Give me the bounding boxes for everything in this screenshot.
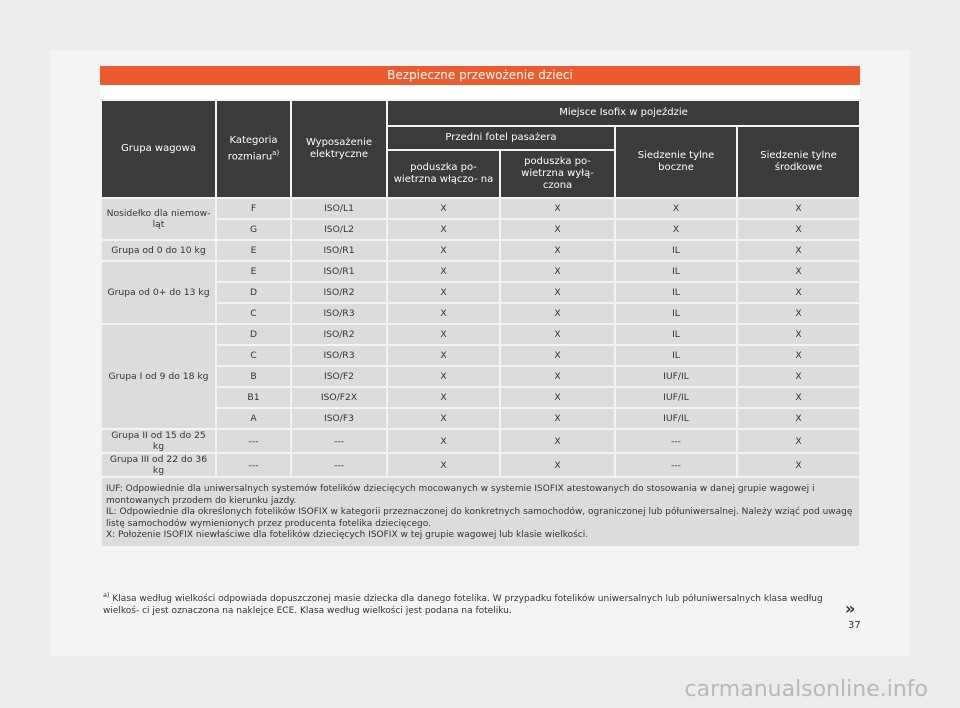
airbag-on-cell: X (388, 409, 499, 428)
airbag-on-cell: X (388, 262, 499, 281)
equipment-cell: ISO/R3 (292, 346, 386, 365)
category-cell: D (217, 325, 290, 344)
table-row (102, 367, 859, 386)
category-cell: B1 (217, 388, 290, 407)
rear-center-cell: X (738, 346, 859, 365)
airbag-off-cell: X (501, 367, 614, 386)
next-page-arrow-icon[interactable]: » (845, 599, 856, 618)
section-title: Bezpieczne przewożenie dzieci (387, 68, 573, 82)
header-airbag-on: poduszka po- wietrzna włączo- na (388, 151, 499, 197)
airbag-off-cell: X (501, 199, 614, 218)
rear-center-cell: X (738, 454, 859, 476)
legend-note: X: Położenie ISOFIX niewłaściwe dla fotelików dziecięcych ISOFIX w tej grupie wagowej lub klasie wielkości. (106, 530, 589, 540)
page-number: 37 (848, 620, 861, 631)
airbag-off-cell: X (501, 388, 614, 407)
rear-center-cell: X (738, 367, 859, 386)
equipment-cell: ISO/R1 (292, 241, 386, 260)
airbag-off-cell: X (501, 454, 614, 476)
equipment-cell: --- (292, 454, 386, 476)
header-front-passenger: Przedni fotel pasażera (388, 127, 614, 149)
category-cell: E (217, 241, 290, 260)
airbag-off-cell: X (501, 220, 614, 239)
rear-side-cell: --- (616, 454, 736, 476)
footnote-marker: a) (103, 591, 110, 599)
rear-center-cell: X (738, 220, 859, 239)
table-row (102, 346, 859, 365)
category-cell: E (217, 262, 290, 281)
equipment-cell: ISO/F2 (292, 367, 386, 386)
table-row (102, 325, 859, 344)
rear-center-cell: X (738, 409, 859, 428)
airbag-off-cell: X (501, 283, 614, 302)
rear-center-cell: X (738, 283, 859, 302)
equipment-cell: ISO/R2 (292, 325, 386, 344)
notes-row (102, 478, 859, 546)
airbag-on-cell: X (388, 388, 499, 407)
category-cell: C (217, 346, 290, 365)
airbag-off-cell: X (501, 241, 614, 260)
header-equipment: Wyposażenie elektryczne (292, 101, 386, 197)
section-title-bar (100, 66, 860, 85)
equipment-cell: ISO/R3 (292, 304, 386, 323)
table-row (102, 199, 859, 218)
airbag-on-cell: X (388, 199, 499, 218)
rear-side-cell: IL (616, 304, 736, 323)
rear-center-cell: X (738, 325, 859, 344)
airbag-on-cell: X (388, 241, 499, 260)
equipment-cell: --- (292, 430, 386, 452)
legend-note: IL: Odpowiednie dla określonych fotelików ISOFIX w kategorii przeznaczonej do konkretnych samochodów, ograniczonej lub półuniwersalnej. Należy wziąć pod uwagę listę samochodów wymienionych przez producenta fotelika dziecięcego. (106, 507, 853, 529)
airbag-off-cell: X (501, 409, 614, 428)
airbag-off-cell: X (501, 262, 614, 281)
header-weight-group: Grupa wagowa (102, 101, 215, 197)
weight-group-cell: Grupa od 0+ do 13 kg (102, 262, 215, 323)
equipment-cell: ISO/F2X (292, 388, 386, 407)
equipment-cell: ISO/R1 (292, 262, 386, 281)
rear-side-cell: IL (616, 325, 736, 344)
equipment-cell: ISO/L1 (292, 199, 386, 218)
category-cell: B (217, 367, 290, 386)
weight-group-cell: Grupa od 0 do 10 kg (102, 241, 215, 260)
rear-side-cell: X (616, 199, 736, 218)
airbag-on-cell: X (388, 430, 499, 452)
rear-center-cell: X (738, 304, 859, 323)
equipment-cell: ISO/L2 (292, 220, 386, 239)
table-row (102, 430, 859, 452)
rear-side-cell: IL (616, 283, 736, 302)
rear-side-cell: IL (616, 262, 736, 281)
isofix-table-body (102, 199, 859, 546)
header-size-category: Kategoria rozmiaru$^{a)}$ (217, 101, 290, 197)
airbag-on-cell: X (388, 325, 499, 344)
legend-note: IUF: Odpowiednie dla uniwersalnych systemów fotelików dziecięcych mocowanych w systemie ISOFIX atestowanych do stosowania w danej grupie wagowej i montowanych przodem do kierunku jazdy. (106, 484, 815, 506)
header-rear-center: Siedzenie tylne środkowe (738, 127, 859, 197)
footnote (103, 589, 858, 617)
rear-center-cell: X (738, 388, 859, 407)
airbag-off-cell: X (501, 346, 614, 365)
watermark: carmanualsonline.info (684, 677, 928, 702)
table-row (102, 220, 859, 239)
header-isofix-place: Miejsce Isofix w pojeździe (388, 101, 859, 125)
table-top-gap (100, 85, 860, 99)
rear-side-cell: IL (616, 241, 736, 260)
airbag-off-cell: X (501, 430, 614, 452)
airbag-on-cell: X (388, 367, 499, 386)
equipment-cell: ISO/R2 (292, 283, 386, 302)
rear-side-cell: --- (616, 430, 736, 452)
rear-side-cell: IUF/IL (616, 367, 736, 386)
isofix-table (100, 99, 861, 548)
table-row (102, 241, 859, 260)
weight-group-cell: Grupa II od 15 do 25 kg (102, 430, 215, 452)
table-row (102, 262, 859, 281)
airbag-on-cell: X (388, 346, 499, 365)
rear-center-cell: X (738, 241, 859, 260)
category-cell: G (217, 220, 290, 239)
airbag-off-cell: X (501, 325, 614, 344)
category-cell: A (217, 409, 290, 428)
rear-side-cell: IUF/IL (616, 409, 736, 428)
airbag-on-cell: X (388, 304, 499, 323)
weight-group-cell: Grupa I od 9 do 18 kg (102, 325, 215, 428)
header-rear-side: Siedzenie tylne boczne (616, 127, 736, 197)
airbag-on-cell: X (388, 283, 499, 302)
table-row (102, 283, 859, 302)
weight-group-cell: Nosidełko dla niemow- ląt (102, 199, 215, 239)
weight-group-cell: Grupa III od 22 do 36 kg (102, 454, 215, 476)
category-cell: F (217, 199, 290, 218)
category-cell: --- (217, 430, 290, 452)
airbag-off-cell: X (501, 304, 614, 323)
category-cell: --- (217, 454, 290, 476)
footnote-text: Klasa według wielkości odpowiada dopuszczonej masie dziecka dla danego fotelika. W przypadku fotelików uniwersalnych lub półuniwersalnych klasa według wielkoś- ci jest oznaczona na naklejce ECE. Klasa według wielkości jest podana na foteliku. (103, 594, 823, 616)
legend-notes (102, 478, 859, 546)
airbag-on-cell: X (388, 454, 499, 476)
airbag-on-cell: X (388, 220, 499, 239)
rear-side-cell: IL (616, 346, 736, 365)
rear-side-cell: IUF/IL (616, 388, 736, 407)
equipment-cell: ISO/F3 (292, 409, 386, 428)
category-cell: D (217, 283, 290, 302)
rear-center-cell: X (738, 430, 859, 452)
table-row (102, 454, 859, 476)
rear-center-cell: X (738, 199, 859, 218)
header-airbag-off: poduszka po- wietrzna wyłą- czona (501, 151, 614, 197)
table-row (102, 388, 859, 407)
rear-center-cell: X (738, 262, 859, 281)
table-row (102, 304, 859, 323)
rear-side-cell: X (616, 220, 736, 239)
table-row (102, 409, 859, 428)
category-cell: C (217, 304, 290, 323)
